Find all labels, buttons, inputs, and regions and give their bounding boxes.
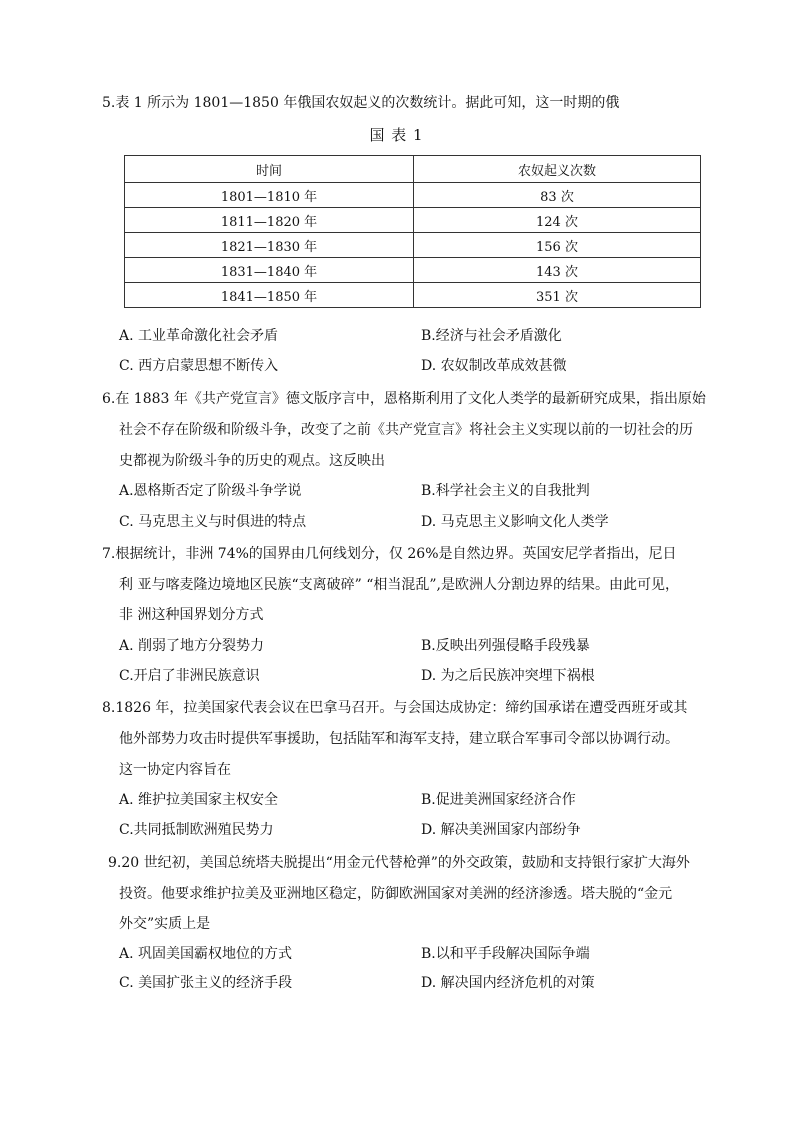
q7-option-a[interactable]: A. 削弱了地方分裂势力 <box>119 638 265 654</box>
q5-option-b[interactable]: B.经济与社会矛盾激化 <box>421 328 562 344</box>
q8-option-a[interactable]: A. 维护拉美国家主权安全 <box>119 792 279 808</box>
q8-option-c[interactable]: C.共同抵制欧洲殖民势力 <box>119 822 274 838</box>
q6-option-a[interactable]: A.恩格斯否定了阶级斗争学说 <box>119 483 302 499</box>
cell-period: 1841—1850 年 <box>125 283 414 308</box>
q7-stem-line: 利 亚与喀麦隆边境地区民族“支离破碎” “相当混乱”,是欧洲人分割边界的结果。由此可见， <box>119 577 679 593</box>
q7-option-d[interactable]: D. 为之后民族冲突埋下祸根 <box>421 668 595 684</box>
q6-stem-line: 6.在 1883 年《共产党宣言》德文版序言中，恩格斯利用了文化人类学的最新研究成果，指出原始 <box>102 391 706 407</box>
q8-stem-line: 这一协定内容旨在 <box>119 762 231 778</box>
q9-option-c[interactable]: C. 美国扩张主义的经济手段 <box>119 975 293 991</box>
q9-option-b[interactable]: B.以和平手段解决国际争端 <box>421 946 590 962</box>
q5-stem: 5.表 1 所示为 1801—1850 年俄国农奴起义的次数统计。据此可知，这一时期的俄 <box>102 95 620 111</box>
table-row <box>125 208 701 233</box>
q5-option-c[interactable]: C. 西方启蒙思想不断传入 <box>119 358 279 374</box>
table-row <box>125 258 701 283</box>
cell-period: 1801—1810 年 <box>125 183 414 208</box>
cell-count: 83 次 <box>414 183 701 208</box>
q9-stem-line: 投资。他要求维护拉美及亚洲地区稳定，防御欧洲国家对美洲的经济渗透。塔夫脱的“金元 <box>119 886 673 902</box>
q6-option-b[interactable]: B.科学社会主义的自我批判 <box>421 483 590 499</box>
q8-stem-line: 8.1826 年，拉美国家代表会议在巴拿马召开。与会国达成协定：缔约国承诺在遭受西班牙或其 <box>102 700 688 716</box>
cell-count: 143 次 <box>414 258 701 283</box>
cell-count: 156 次 <box>414 233 701 258</box>
q7-stem-line: 7.根据统计，非洲 74%的国界由几何线划分，仅 26%是自然边界。英国安尼学者指出，尼日 <box>102 546 677 562</box>
cell-period: 1821—1830 年 <box>125 233 414 258</box>
header-period: 时间 <box>125 156 414 183</box>
q7-option-b[interactable]: B.反映出列强侵略手段残暴 <box>421 638 590 654</box>
q8-option-b[interactable]: B.促进美洲国家经济合作 <box>421 792 576 808</box>
cell-count: 351 次 <box>414 283 701 308</box>
table-row <box>125 183 701 208</box>
cell-period: 1831—1840 年 <box>125 258 414 283</box>
q7-option-c[interactable]: C.开启了非洲民族意识 <box>119 668 260 684</box>
q9-stem-line: 9.20 世纪初，美国总统塔夫脱提出“用金元代替枪弹”的外交政策，鼓励和支持银行家扩大海外 <box>108 855 690 871</box>
q9-stem-line: 外交”实质上是 <box>119 916 211 932</box>
table-caption: 国 表 1 <box>369 126 424 144</box>
q9-option-d[interactable]: D. 解决国内经济危机的对策 <box>421 975 595 991</box>
table-row <box>125 233 701 258</box>
q6-option-c[interactable]: C. 马克思主义与时俱进的特点 <box>119 514 307 530</box>
q8-option-d[interactable]: D. 解决美洲国家内部纷争 <box>421 822 581 838</box>
q6-stem-line: 史都视为阶级斗争的历史的观点。这反映出 <box>119 453 385 469</box>
q5-option-d[interactable]: D. 农奴制改革成效甚微 <box>421 358 567 374</box>
header-uprising-count: 农奴起义次数 <box>414 156 701 183</box>
q5-option-a[interactable]: A. 工业革命激化社会矛盾 <box>119 328 279 344</box>
uprising-table <box>124 155 701 308</box>
q9-option-a[interactable]: A. 巩固美国霸权地位的方式 <box>119 946 293 962</box>
table-row <box>125 283 701 308</box>
q8-stem-line: 他外部势力攻击时提供军事援助，包括陆军和海军支持，建立联合军事司令部以协调行动。 <box>119 731 679 747</box>
q6-option-d[interactable]: D. 马克思主义影响文化人类学 <box>421 514 609 530</box>
cell-count: 124 次 <box>414 208 701 233</box>
q6-stem-line: 社会不存在阶级和阶级斗争，改变了之前《共产党宣言》将社会主义实现以前的一切社会的历 <box>119 422 693 438</box>
table-header-row <box>125 156 701 183</box>
cell-period: 1811—1820 年 <box>125 208 414 233</box>
q7-stem-line: 非 洲这种国界划分方式 <box>119 607 264 623</box>
